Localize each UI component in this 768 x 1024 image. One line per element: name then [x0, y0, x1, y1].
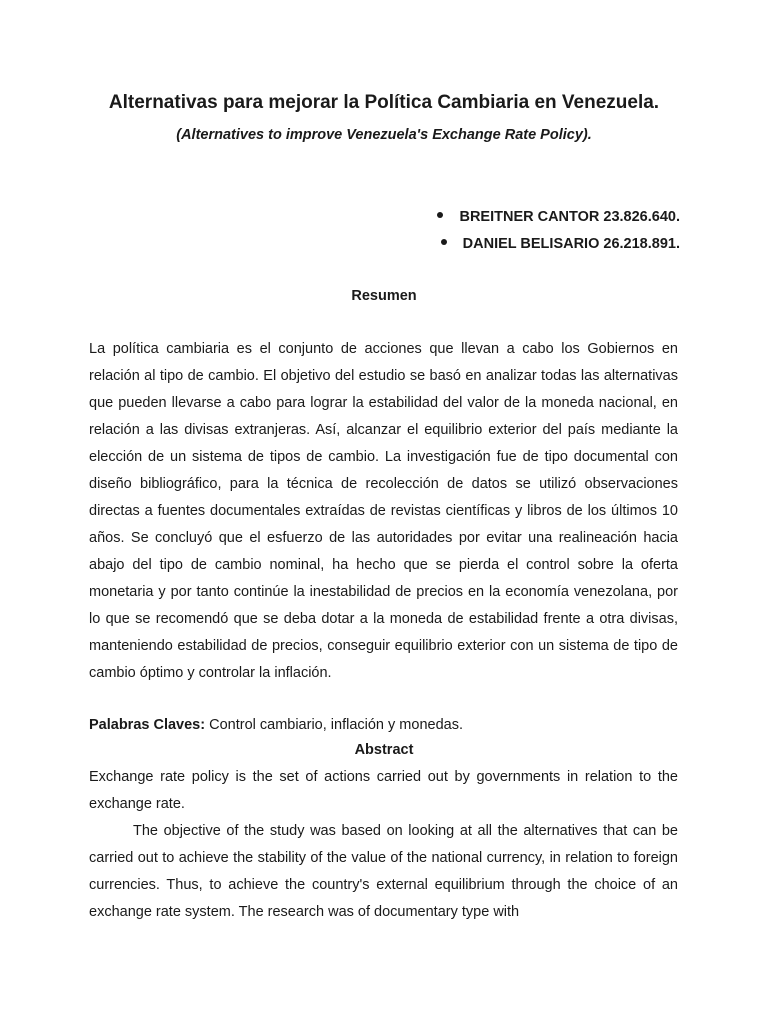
- resumen-heading: Resumen: [351, 288, 417, 304]
- keywords-text: Control cambiario, inflación y monedas.: [205, 717, 463, 733]
- author-list: [437, 204, 680, 257]
- paper-subtitle: (Alternatives to improve Venezuela's Exchange Rate Policy).: [176, 127, 592, 143]
- bullet-icon: [437, 212, 443, 218]
- paper-title: Alternativas para mejorar la Política Cambiaria en Venezuela.: [108, 92, 660, 113]
- author-item: [437, 231, 680, 258]
- abstract-paragraph: Exchange rate policy is the set of actions carried out by governments in relation to the exchange rate.: [89, 769, 678, 812]
- abstract-paragraph: The objective of the study was based on looking at all the alternatives that can be carried out to achieve the stability of the value of the national currency, in relation to foreign currencies. Thus, to achieve the country's external equilibrium through the choice of an exchange rate system. The research was of documentary type with: [89, 823, 678, 920]
- abstract-heading: Abstract: [354, 742, 414, 758]
- keywords-line: [89, 712, 463, 738]
- keywords-label: Palabras Claves:: [89, 717, 206, 733]
- author-name: DANIEL BELISARIO 26.218.891.: [462, 235, 680, 252]
- bullet-icon: [441, 239, 447, 245]
- resumen-body: La política cambiaria es el conjunto de acciones que llevan a cabo los Gobiernos en relación al tipo de cambio. El objetivo del estudio se basó en analizar todas las alternativas que pueden llevarse a cabo para lograr la estabilidad del valor de la moneda nacional, en relación a las divisas extranjeras. Así, alcanzar el equilibrio exterior del país mediante la elección de un sistema de tipos de cambio. La investigación fue de tipo documental con diseño bibliográfico, para la técnica de recolección de datos se utilizó observaciones directas a fuentes documentales extraídas de revistas científicas y libros de los últimos 10 años. Se concluyó que el esfuerzo de las autoridades por evitar una realineación hacia abajo del tipo de cambio nominal, ha hecho que se pierda el control sobre la oferta monetaria y por tanto continúe la inestabilidad de precios en la economía venezolana, por lo que se recomendó que se deba dotar a la moneda de estabilidad frente a otra divisas, manteniendo estabilidad de precios, conseguir equilibrio exterior con un sistema de tipo de cambio óptimo y controlar la inflación.: [89, 341, 678, 681]
- author-item: [437, 204, 680, 231]
- author-name: BREITNER CANTOR 23.826.640.: [459, 209, 680, 225]
